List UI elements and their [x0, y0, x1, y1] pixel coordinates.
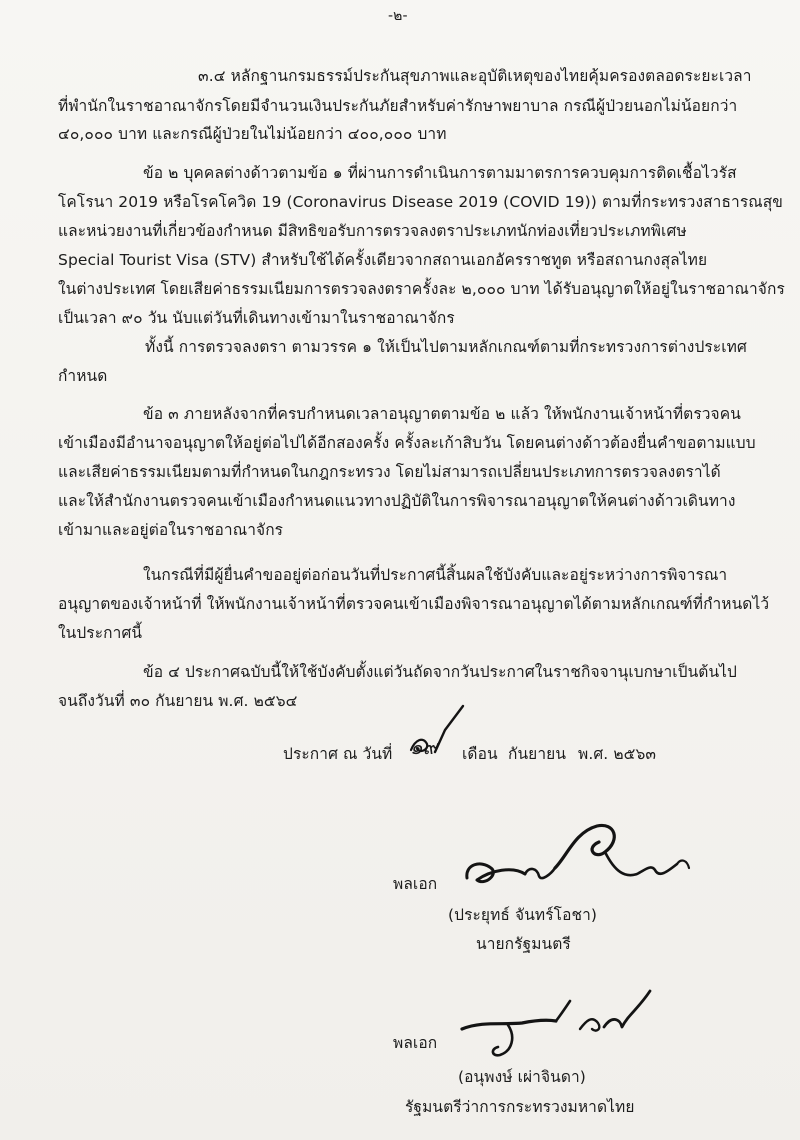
day-handwriting-stroke	[405, 700, 475, 766]
text-line: โคโรนา 2019 หรือโรคโควิด 19 (Coronavirus Disease 2019 (COVID 19)) ตามที่กระทรวงสาธารณสุข	[58, 193, 784, 211]
signatory-2-position: รัฐมนตรีว่าการกระทรวงมหาดไทย	[405, 1098, 635, 1116]
text-line: ข้อ ๓ ภายหลังจากที่ครบกำหนดเวลาอนุญาตตามข้อ ๒ แล้ว ให้พนักงานเจ้าหน้าที่ตรวจคน	[143, 405, 741, 423]
text-line: ที่พำนักในราชอาณาจักรโดยมีจำนวนเงินประกันภัยสำหรับค่ารักษาพยาบาล กรณีผู้ป่วยนอกไม่น้อยกว่า	[58, 97, 738, 115]
signature-2	[452, 985, 682, 1065]
text-line: ๓.๔ หลักฐานกรมธรรม์ประกันสุขภาพและอุบัติเหตุของไทยคุ้มครองตลอดระยะเวลา	[198, 67, 752, 85]
text-line: ในกรณีที่มีผู้ยื่นคำขออยู่ต่อก่อนวันที่ประกาศนี้สิ้นผลใช้บังคับและอยู่ระหว่างการพิจารณา	[143, 566, 728, 584]
text-line: อนุญาตของเจ้าหน้าที่ ให้พนักงานเจ้าหน้าที่ตรวจคนเข้าเมืองพิจารณาอนุญาตได้ตามหลักเกณฑ์ที่กำหนดไว้	[58, 595, 770, 613]
announce-month: กันยายน	[508, 745, 567, 763]
page-number: -๒-	[388, 8, 408, 24]
text-line: เข้ามาและอยู่ต่อในราชอาณาจักร	[58, 521, 284, 539]
text-line: จนถึงวันที่ ๓๐ กันยายน พ.ศ. ๒๕๖๔	[58, 692, 298, 710]
text-line: และเสียค่าธรรมเนียมตามที่กำหนดในกฎกระทรวง โดยไม่สามารถเปลี่ยนประเภทการตรวจลงตราได้	[58, 463, 721, 481]
signatory-1-position: นายกรัฐมนตรี	[476, 935, 571, 953]
text-line: เป็นเวลา ๙๐ วัน นับแต่วันที่เดินทางเข้ามาในราชอาณาจักร	[58, 309, 455, 327]
text-line: ข้อ ๔ ประกาศฉบับนี้ให้ใช้บังคับตั้งแต่วันถัดจากวันประกาศในราชกิจจานุเบกษาเป็นต้นไป	[143, 663, 737, 681]
text-line: เข้าเมืองมีอำนาจอนุญาตให้อยู่ต่อไปได้อีกสองครั้ง ครั้งละเก้าสิบวัน โดยคนต่างด้าวต้องยื่นคำขอตามแบบ	[58, 434, 756, 452]
announce-day-handwritten: ๑๙	[410, 735, 438, 759]
signatory-2-rank: พลเอก	[393, 1034, 438, 1052]
announce-month-label: เดือน	[462, 745, 498, 763]
text-line: ในต่างประเทศ โดยเสียค่าธรรมเนียมการตรวจลงตราครั้งละ ๒,๐๐๐ บาท ได้รับอนุญาตให้อยู่ในราชอาณาจักร	[58, 280, 785, 298]
signatory-2-name: (อนุพงษ์ เผ่าจินดา)	[458, 1068, 586, 1086]
signature-1	[455, 812, 705, 902]
text-line: กำหนด	[58, 367, 108, 385]
text-line: ในประกาศนี้	[58, 624, 143, 642]
text-line: Special Tourist Visa (STV) สำหรับใช้ได้ครั้งเดียวจากสถานเอกอัครราชทูต หรือสถานกงสุลไทย	[58, 251, 708, 269]
text-line: ๔๐,๐๐๐ บาท และกรณีผู้ป่วยในไม่น้อยกว่า ๔๐๐,๐๐๐ บาท	[58, 125, 447, 143]
signatory-1-rank: พลเอก	[393, 875, 438, 893]
text-line: ข้อ ๒ บุคคลต่างด้าวตามข้อ ๑ ที่ผ่านการดำเนินการตามมาตรการควบคุมการติดเชื้อไวรัส	[143, 164, 737, 182]
signatory-1-name: (ประยุทธ์ จันทร์โอชา)	[448, 906, 598, 924]
text-line: และหน่วยงานที่เกี่ยวข้องกำหนด มีสิทธิขอรับการตรวจลงตราประเภทนักท่องเที่ยวประเภทพิเศษ	[58, 222, 687, 240]
text-line: และให้สำนักงานตรวจคนเข้าเมืองกำหนดแนวทางปฏิบัติในการพิจารณาอนุญาตให้คนต่างด้าวเดินทาง	[58, 492, 736, 510]
text-line: ทั้งนี้ การตรวจลงตรา ตามวรรค ๑ ให้เป็นไปตามหลักเกณฑ์ตามที่กระทรวงการต่างประเทศ	[145, 338, 747, 356]
announce-year: พ.ศ. ๒๕๖๓	[578, 745, 657, 763]
announce-prefix: ประกาศ ณ วันที่	[283, 745, 393, 763]
